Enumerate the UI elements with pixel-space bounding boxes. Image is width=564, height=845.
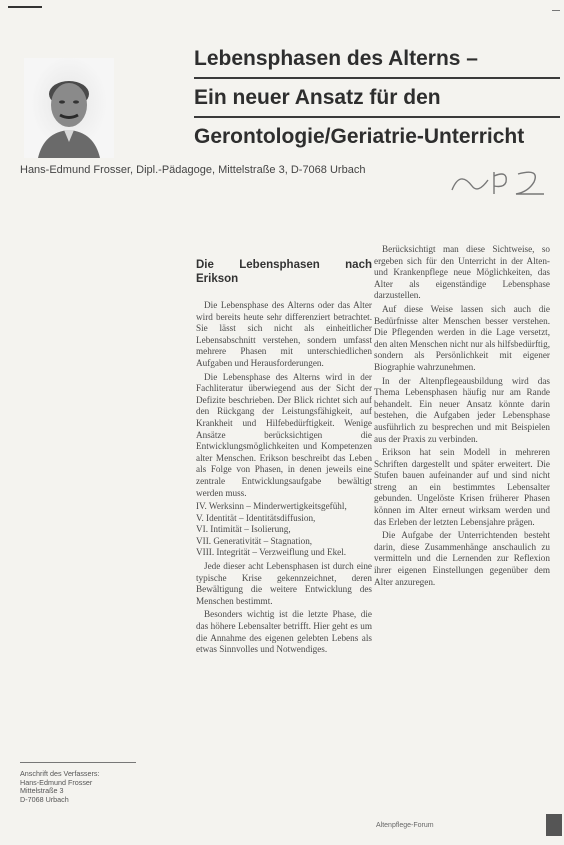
body-paragraph: Die Lebensphase des Alterns oder das Alter wird bereits heute sehr differenziert betrachtet. Sie lässt sich nicht als einheitlicher Lebensabschnitt verstehen, sondern umfasst mehrere Phasen mit unterschiedlichen Aufgaben und Herausforderungen. — [196, 300, 372, 368]
section-heading: Die Lebensphasen nach Erikson — [196, 259, 372, 285]
body-paragraph: Jede dieser acht Lebensphasen ist durch eine typische Krise gekennzeichnet, deren Bewältigung die weitere Entwicklung des Menschen bestimmt. — [196, 561, 372, 606]
page-number-badge — [546, 814, 562, 836]
stage-list — [196, 501, 372, 559]
body-paragraph: Erikson hat sein Modell in mehreren Schriften dargestellt und später erweitert. Die Stufen bauen aufeinander auf und sind nicht streng an ein bestimmtes Lebensalter gebunden. Ungelöste Krisen früherer Phasen können im Alter erneut wirksam werden und das Erleben der letzten Lebensjahre prägen. — [374, 447, 550, 527]
body-paragraph: Die Aufgabe der Unterrichtenden besteht darin, diese Zusammenhänge anschaulich zu vermitteln und die Lernenden zur Reflexion ihrer eigenen Einstellungen gegenüber dem Alter anzuregen. — [374, 530, 550, 587]
page-footer: Altenpflege-Forum — [376, 822, 434, 829]
author-address-footnote — [20, 770, 170, 804]
footnote-line: Anschrift des Verfassers: — [20, 769, 100, 778]
body-paragraph: In der Altenpflegeausbildung wird das Thema Lebensphasen häufig nur am Rande behandelt. Ein neuer Ansatz könnte darin bestehen, die Aufgaben jeder Lebensphase ausführlich zu besprechen und mit Beispielen aus der Praxis zu verbinden. — [374, 375, 550, 444]
list-item: IV. Werksinn – Minderwertigkeitsgefühl, — [196, 501, 347, 512]
body-paragraph: Die Lebensphase des Alterns wird in der Fachliteratur überwiegend aus der Sicht der Defizite beschrieben. Der Blick richtet sich auf den Rückgang der Leistungsfähigkeit, auf Krankheit und Hilfebedürftigkeit. Wenige Ansätze berücksichtigen die Entwicklungsmöglichkeiten und Kompetenzen alter Menschen. Erikson beschreibt das Leben als Folge von Phasen, in denen jeweils eine zentrale Entwicklungsaufgabe bewältigt werden muss. — [196, 371, 372, 498]
article-title — [194, 46, 564, 150]
author-portrait-image — [24, 58, 114, 158]
right-text-column — [374, 244, 550, 590]
footnote-line: Mittelstraße 3 — [20, 786, 64, 796]
corner-tick-mark — [552, 10, 560, 11]
body-paragraph: Berücksichtigt man diese Sichtweise, so ergeben sich für den Unterricht in der Alten- und Krankenpflege neue Möglichkeiten, das Alter als eigenständige Lebensphase darzustellen. — [374, 244, 550, 301]
title-line-3: Gerontologie/Geriatrie-Unterricht — [194, 125, 525, 148]
footnote-line: Hans-Edmund Frosser — [20, 777, 93, 787]
list-item: VIII. Integrität – Verzweiflung und Ekel. — [196, 547, 347, 558]
body-paragraph: Besonders wichtig ist die letzte Phase, die das höhere Lebensalter betrifft. Hier geht es um die Annahme des eigenen gelebten Lebens als etwas Sinnvolles und Notwendiges. — [196, 609, 372, 655]
title-line-1: Lebensphasen des Alterns – — [194, 47, 478, 70]
body-paragraph: Auf diese Weise lassen sich auch die Bedürfnisse alter Menschen besser verstehen. Die Pflegenden werden in die Lage versetzt, den alten Menschen nicht nur als hilfsbedürftig, sondern als Persönlichkeit mit eigener Biographie wahrzunehmen. — [374, 303, 550, 372]
author-line: Hans-Edmund Frosser, Dipl.-Pädagoge, Mittelstraße 3, D-7068 Urbach — [20, 164, 366, 176]
handwritten-mark — [448, 160, 554, 200]
list-item: V. Identität – Identitätsdiffusion, — [196, 512, 316, 523]
footnote-rule — [20, 762, 136, 763]
left-text-column — [196, 258, 372, 658]
title-rule — [194, 77, 560, 79]
footnote-line: D-7068 Urbach — [20, 794, 69, 804]
title-line-2: Ein neuer Ansatz für den — [194, 86, 441, 109]
author-photo — [24, 58, 114, 158]
title-rule — [194, 116, 560, 118]
top-rule-mark — [8, 6, 42, 8]
list-item: VI. Intimität – Isolierung, — [196, 524, 291, 535]
list-item: VII. Generativität – Stagnation, — [196, 535, 313, 546]
